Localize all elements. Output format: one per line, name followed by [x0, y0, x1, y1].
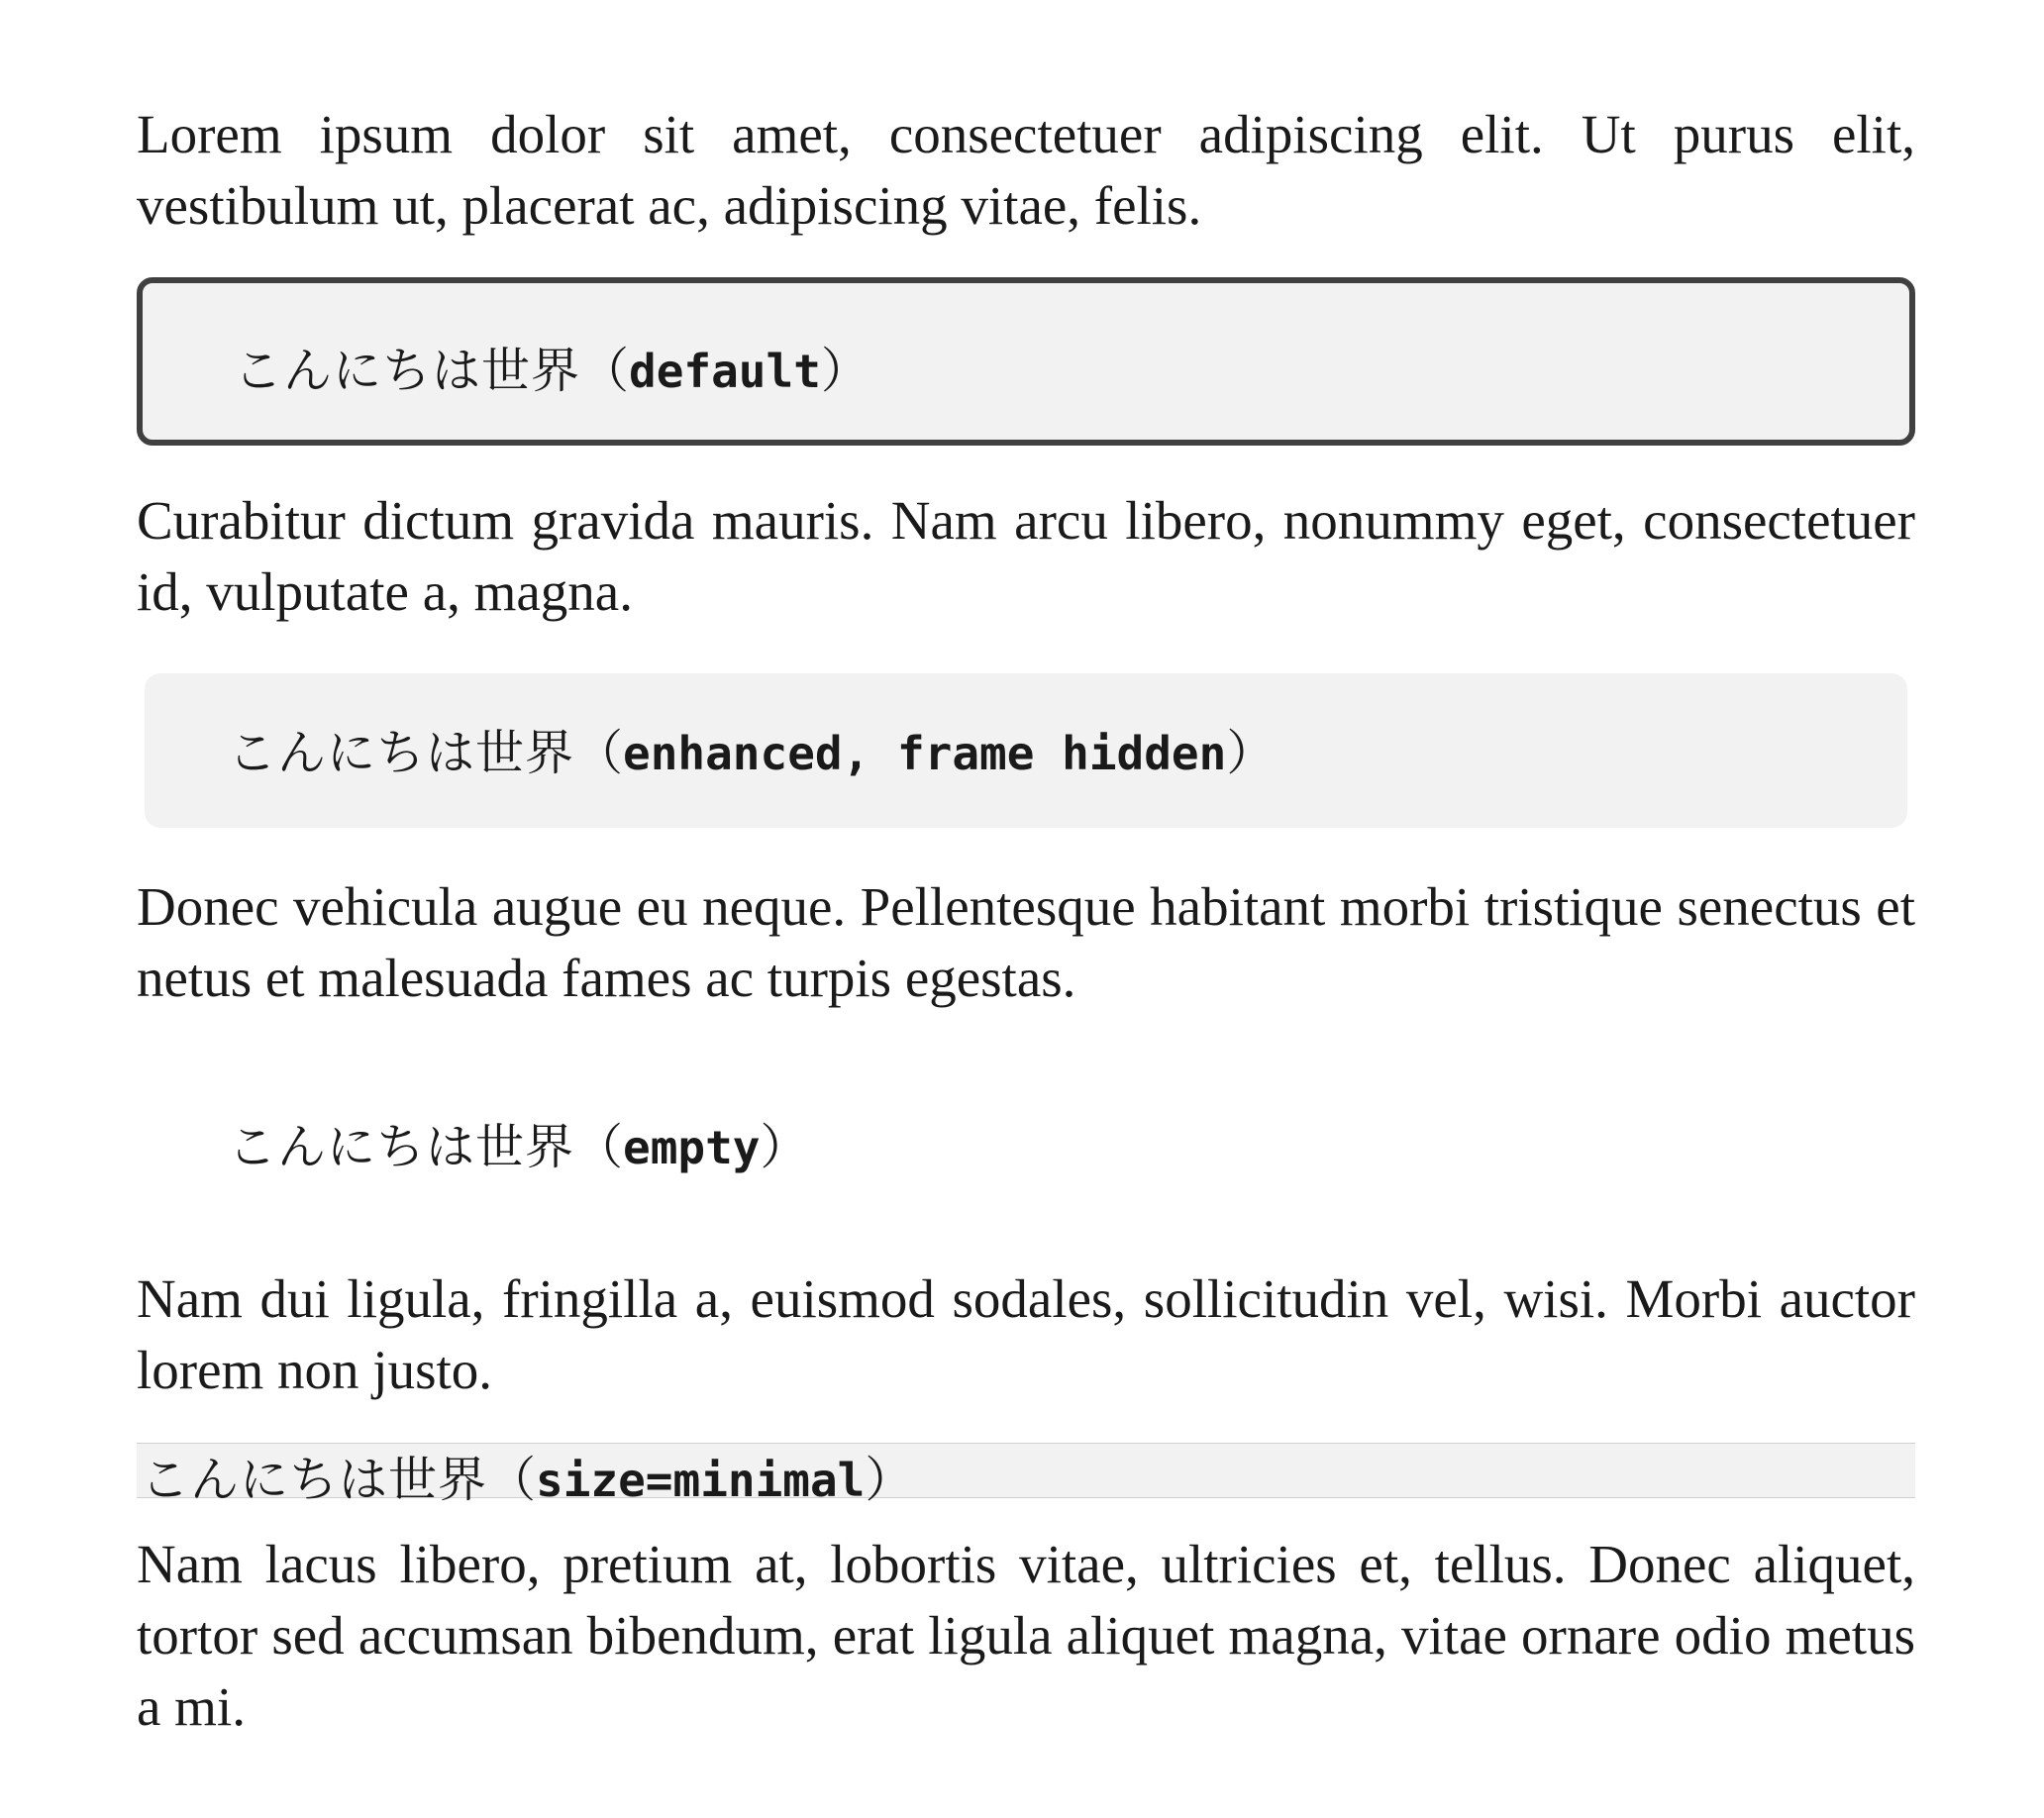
box-open-paren: （ [574, 1119, 624, 1175]
box-content [141, 1442, 913, 1511]
box-japanese-text: こんにちは世界 [228, 1119, 575, 1175]
box-content [234, 333, 869, 402]
tcolorbox-enhanced-frame-hidden [145, 673, 1907, 828]
box-option-code: size=minimal [536, 1454, 866, 1507]
box-content [228, 1109, 809, 1178]
box-close-paren: ） [820, 343, 869, 399]
paragraph-2: Curabitur dictum gravida mauris. Nam arcu libero, nonummy eget, consectetuer id, vulputate a, magna. [137, 490, 1915, 622]
box-japanese-text: こんにちは世界 [228, 725, 575, 781]
paragraph-1: Lorem ipsum dolor sit amet, consectetuer adipiscing elit. Ut purus elit, vestibulum ut, placerat ac, adipiscing vitae, felis. [137, 104, 1915, 236]
tcolorbox-size-minimal [137, 1443, 1915, 1508]
box-option-code: enhanced, frame hidden [623, 727, 1227, 780]
paragraph-5: Nam lacus libero, pretium at, lobortis vitae, ultricies et, tellus. Donec aliquet, tortor sed accumsan bibendum, erat ligula aliquet magna, vitae ornare odio metus a mi. [137, 1534, 1915, 1737]
tcolorbox-default [137, 277, 1915, 446]
tcolorbox-empty [137, 1069, 1915, 1198]
box-japanese-text: こんにちは世界 [234, 343, 581, 399]
box-close-paren: ） [1226, 725, 1276, 781]
box-open-paren: （ [487, 1452, 537, 1508]
paragraph-3: Donec vehicula augue eu neque. Pellentesque habitant morbi tristique senectus et netus et malesuada fames ac turpis egestas. [137, 876, 1915, 1008]
box-open-paren: （ [574, 725, 624, 781]
box-japanese-text: こんにちは世界 [141, 1452, 488, 1508]
box-option-code: empty [623, 1121, 761, 1174]
box-content [228, 715, 1275, 784]
box-close-paren: ） [865, 1452, 914, 1508]
box-close-paren: ） [760, 1119, 809, 1175]
paragraph-4: Nam dui ligula, fringilla a, euismod sodales, sollicitudin vel, wisi. Morbi auctor lorem non justo. [137, 1268, 1915, 1400]
box-option-code: default [629, 345, 821, 398]
box-open-paren: （ [580, 343, 630, 399]
